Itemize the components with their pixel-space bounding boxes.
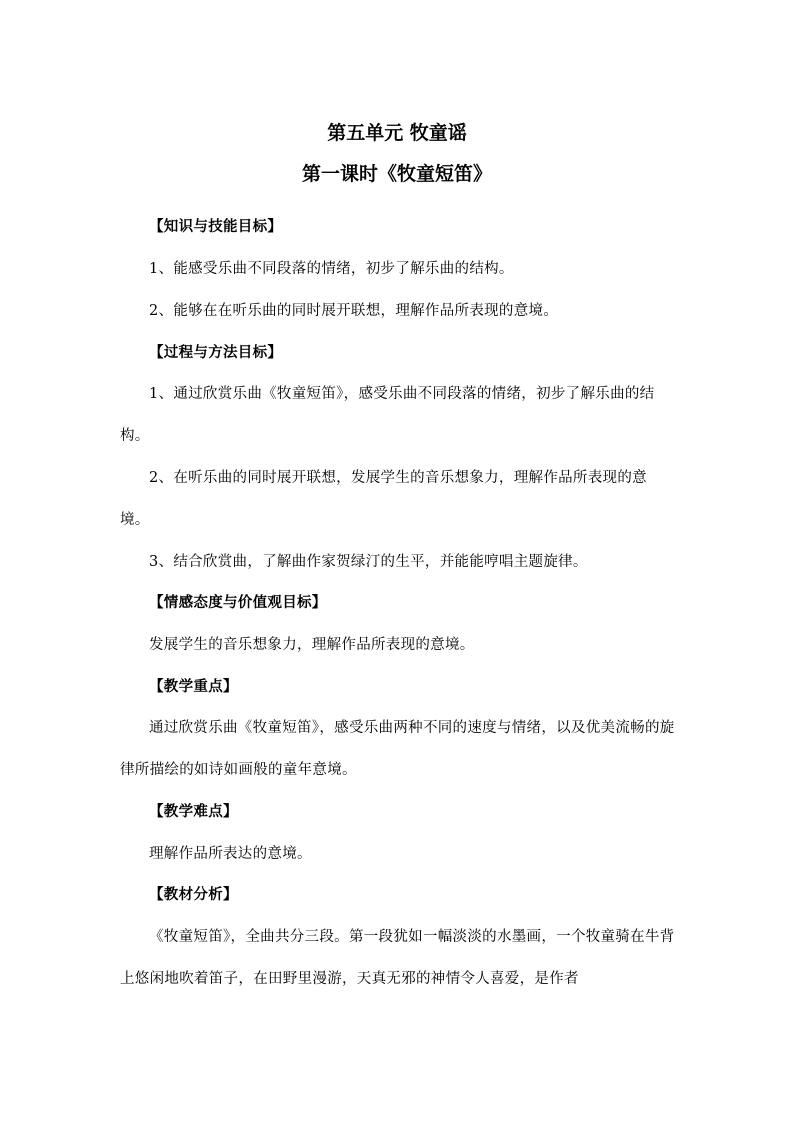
paragraph: 理解作品所表达的意境。 — [149, 846, 312, 862]
lesson-title: 第一课时《牧童短笛》 — [301, 163, 492, 185]
section-heading-teaching-focus: 【教学重点】 — [149, 678, 238, 695]
paragraph: 2、能够在在听乐曲的同时展开联想，理解作品所表现的意境。 — [149, 303, 559, 319]
paragraph: 1、通过欣赏乐曲《牧童短笛》，感受乐曲不同段落的情绪，初步了解乐曲的结构。 — [120, 386, 655, 444]
section-heading-teaching-difficulty: 【教学难点】 — [149, 803, 238, 820]
unit-title: 第五单元 牧童谣 — [327, 122, 467, 144]
paragraph: 1、能感受乐曲不同段落的情绪，初步了解乐曲的结构。 — [149, 261, 514, 277]
paragraph: 发展学生的音乐想象力，理解作品所表现的意境。 — [149, 637, 475, 653]
section-heading-knowledge-skills: 【知识与技能目标】 — [149, 218, 283, 235]
paragraph: 通过欣赏乐曲《牧童短笛》，感受乐曲两种不同的速度与情绪，以及优美流畅的旋律所描绘的如诗如画般的童年意境。 — [120, 720, 675, 778]
section-heading-process-method: 【过程与方法目标】 — [149, 344, 283, 361]
paragraph: 2、在听乐曲的同时展开联想，发展学生的音乐想象力，理解作品所表现的意境。 — [120, 470, 647, 528]
section-heading-emotion-values: 【情感态度与价值观目标】 — [149, 594, 327, 611]
paragraph: 《牧童短笛》，全曲共分三段。第一段犹如一幅淡淡的水墨画，一个牧童骑在牛背上悠闲地吹着笛子，在田野里漫游，天真无邪的神情令人喜爱，是作者 — [120, 929, 675, 987]
section-heading-material-analysis: 【教材分析】 — [149, 886, 238, 903]
paragraph: 3、结合欣赏曲，了解曲作家贺绿汀的生平，并能能哼唱主题旋律。 — [149, 554, 588, 570]
